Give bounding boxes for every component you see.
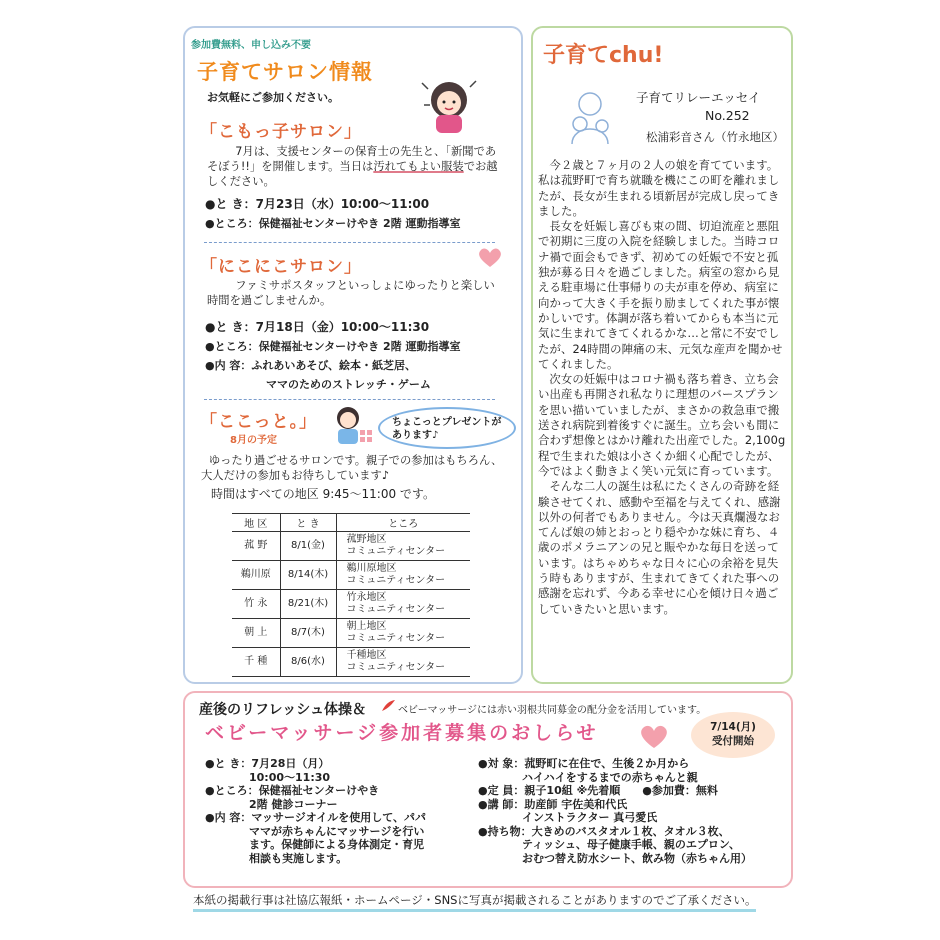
kokotto-note: 8月の予定 [230, 435, 277, 446]
row-place: 千種地区 コミュニティセンター [336, 648, 470, 677]
kokotto-time: 時間はすべての地区 9:45～11:00 です。 [211, 487, 435, 501]
baby-note: ベビーマッサージには赤い羽根共同募金の配分金を活用しています。 [398, 705, 707, 716]
heart-icon [636, 724, 672, 750]
table-row [232, 561, 470, 590]
baby-details-left [205, 757, 426, 865]
detail-line: ●と き：7月28日（月） [205, 757, 330, 770]
detail-line: ハイハイをするまでの赤ちゃんと親 [478, 770, 698, 784]
heart-icon [475, 247, 505, 269]
detail-line: 相談も実施します。 [205, 851, 348, 865]
baby-heading: 産後のリフレッシュ体操＆ [199, 702, 367, 718]
red-feather-icon [380, 699, 396, 713]
col-date: と き [280, 514, 336, 532]
table-row [232, 648, 470, 677]
essay-paragraph: 今２歳と７ヶ月の２人の娘を育てています。私は菰野町で育ち就職を機にこの町を離れましたが、長女が生まれる頃新居が完成し戻ってきました。 [538, 158, 780, 218]
essay-paragraph: そんな二人の誕生は私にたくさんの奇跡を経験させてくれ、感動や至福を与えてくれ、感謝以外の何者でもありません。今は天真爛漫なおてんば娘の姉とおっとり穏やかな妹に育ち、４歳のポメラニアンの兄と賑やかな毎日を送っています。はちゃめちゃな日々に心の余裕を見失う時もありますが、生まれてきてくれた事への感謝を忘れず、今ある幸せに心を傾け日々過ごしていきたいと思います。 [538, 479, 781, 616]
row-date: 8/6(水) [280, 648, 336, 677]
detail-line: ティッシュ、母子健康手帳、親のエプロン、 [478, 838, 741, 851]
essay-paragraph: 次女の妊娠中はコロナ禍も落ち着き、立ち会い出産も再開され私なりに理想のバースプランを思い描いていましたが、まさかの救急車で搬送され病院到着後すぐに誕生。立ち会いも間に合わず想像とはかけ離れた出産でした。2,100g程で生まれた娘は小さくか細く心配でしたが、今ではよく動きよく笑い元気に育っています。 [538, 372, 786, 478]
baby-title: ベビーマッサージ参加者募集のおしらせ [205, 722, 599, 744]
registration-badge-text: 7/14(月) 受付開始 [710, 721, 756, 747]
detail-line: ●定 員：親子10組 ※先着順 ●参加費：無料 [478, 784, 718, 797]
essay-author: 松浦彩音さん（竹永地区） [646, 130, 784, 144]
divider-2 [204, 399, 495, 400]
divider-1 [204, 242, 495, 243]
salon-subtitle: お気軽にご参加ください。 [207, 91, 339, 104]
essay-number: No.252 [705, 108, 750, 123]
dress-code: 汚れてもよい服装 [373, 160, 464, 173]
detail-line: ●講 師：助産師 宇佐美和代氏 [478, 797, 628, 811]
detail-line: ●ところ：保健福祉センターけやき [205, 784, 380, 797]
nikoniko-title: 「にこにこサロン」 [200, 257, 362, 277]
row-date: 8/14(木) [280, 561, 336, 590]
detail-line: インストラクター 真弓愛氏 [478, 811, 658, 824]
row-date: 8/7(木) [280, 619, 336, 648]
row-area: 菰 野 [232, 532, 280, 561]
essay-paragraph: 長女を妊娠し喜びも束の間、切迫流産と悪阻で初期に三度の入院を経験しました。当時コロナ禍で面会もできず、初めての妊娠で不安と孤独が募る日々を過ごしました。病室の窓から見える駐車場に仕事帰りの夫が車を停め、病室に向かって大きく手を振り励ましてくれた事が懐かしいです。体調が落ち着いてからも本当に元気に生まれてきてくれるかな…と常に不安でしたが、24時間の陣痛の末、元気な産声を聞かせてくれました。 [538, 219, 783, 371]
kokotto-title: 「ここっと。」 [200, 412, 318, 432]
kokotto-description: ゆったり過ごせるサロンです。親子での参加はもちろん、大人だけの参加もお待ちしています♪ [201, 454, 503, 482]
row-date: 8/1(金) [280, 532, 336, 561]
essay-body [538, 158, 786, 617]
row-area: 竹 永 [232, 590, 280, 619]
essay-title: 子育てchu! [543, 43, 664, 68]
col-area: 地 区 [232, 514, 280, 532]
row-place: 竹永地区 コミュニティセンター [336, 590, 470, 619]
table-row [232, 619, 470, 648]
row-area: 鵜川原 [232, 561, 280, 590]
essay-series: 子育てリレーエッセイ [636, 90, 761, 105]
detail-line: 10:00～11:30 [205, 770, 331, 784]
row-area: 千 種 [232, 648, 280, 677]
girl-illustration-icon [418, 75, 480, 137]
kokotto-schedule-table [232, 513, 470, 677]
row-area: 朝 上 [232, 619, 280, 648]
salon-title: 子育てサロン情報 [197, 60, 373, 84]
komochi-title: 「こもっ子サロン」 [200, 122, 362, 142]
mother-child-illustration-icon [560, 88, 620, 146]
nikoniko-when: ●と き：7月18日（金）10:00～11:30 [205, 320, 430, 334]
detail-line: おむつ替え防水シート、飲み物（赤ちゃん用） [478, 851, 753, 865]
detail-line: ママが赤ちゃんにマッサージを行い [205, 824, 425, 838]
row-place: 鵜川原地区 コミュニティセンター [336, 561, 470, 590]
detail-line: 2階 健診コーナー [205, 797, 338, 811]
komochi-when: ●と き：7月23日（水）10:00～11:00 [205, 197, 430, 211]
detail-line: ●持ち物：大きめのバスタオル１枚、タオル３枚、 [478, 824, 730, 838]
table-row [232, 590, 470, 619]
nikoniko-content-2: ママのためのストレッチ・ゲーム [266, 378, 431, 391]
komochi-where: ●ところ：保健福祉センターけやき 2階 運動指導室 [205, 217, 461, 230]
table-row [232, 532, 470, 561]
child-illustration-icon [330, 404, 376, 448]
nikoniko-description: ファミサポスタッフといっしょにゆったりと楽しい時間を過ごしませんか。 [207, 279, 495, 307]
free-tag: 参加費無料、申し込み不要 [191, 40, 311, 51]
row-place: 菰野地区 コミュニティセンター [336, 532, 470, 561]
baby-details-right [478, 757, 752, 865]
present-bubble-text: ちょこっとプレゼントが あります♪ [392, 417, 502, 441]
row-place: 朝上地区 コミュニティセンター [336, 619, 470, 648]
detail-line: ●内 容：マッサージオイルを使用して、パパ [205, 811, 426, 824]
komochi-description: 7月は、支援センターの保育士の先生と、「新聞であそぼう!!」を開催します。当日は汚れてもよい服装でお越しください。 [207, 145, 498, 188]
nikoniko-content-1: ●内 容：ふれあいあそび、絵本・紙芝居、 [205, 359, 416, 372]
detail-line: ●対 象：菰野町に在住で、生後２か月から [478, 757, 690, 770]
footer-notice: 本紙の掲載行事は社協広報紙・ホームページ・SNSに写真が掲載されることがありますのでご了承ください。 [193, 892, 756, 912]
col-place: ところ [336, 514, 470, 532]
detail-line: ます。保健師による身体測定・育児 [205, 838, 425, 851]
row-date: 8/21(木) [280, 590, 336, 619]
nikoniko-where: ●ところ：保健福祉センターけやき 2階 運動指導室 [205, 340, 461, 353]
